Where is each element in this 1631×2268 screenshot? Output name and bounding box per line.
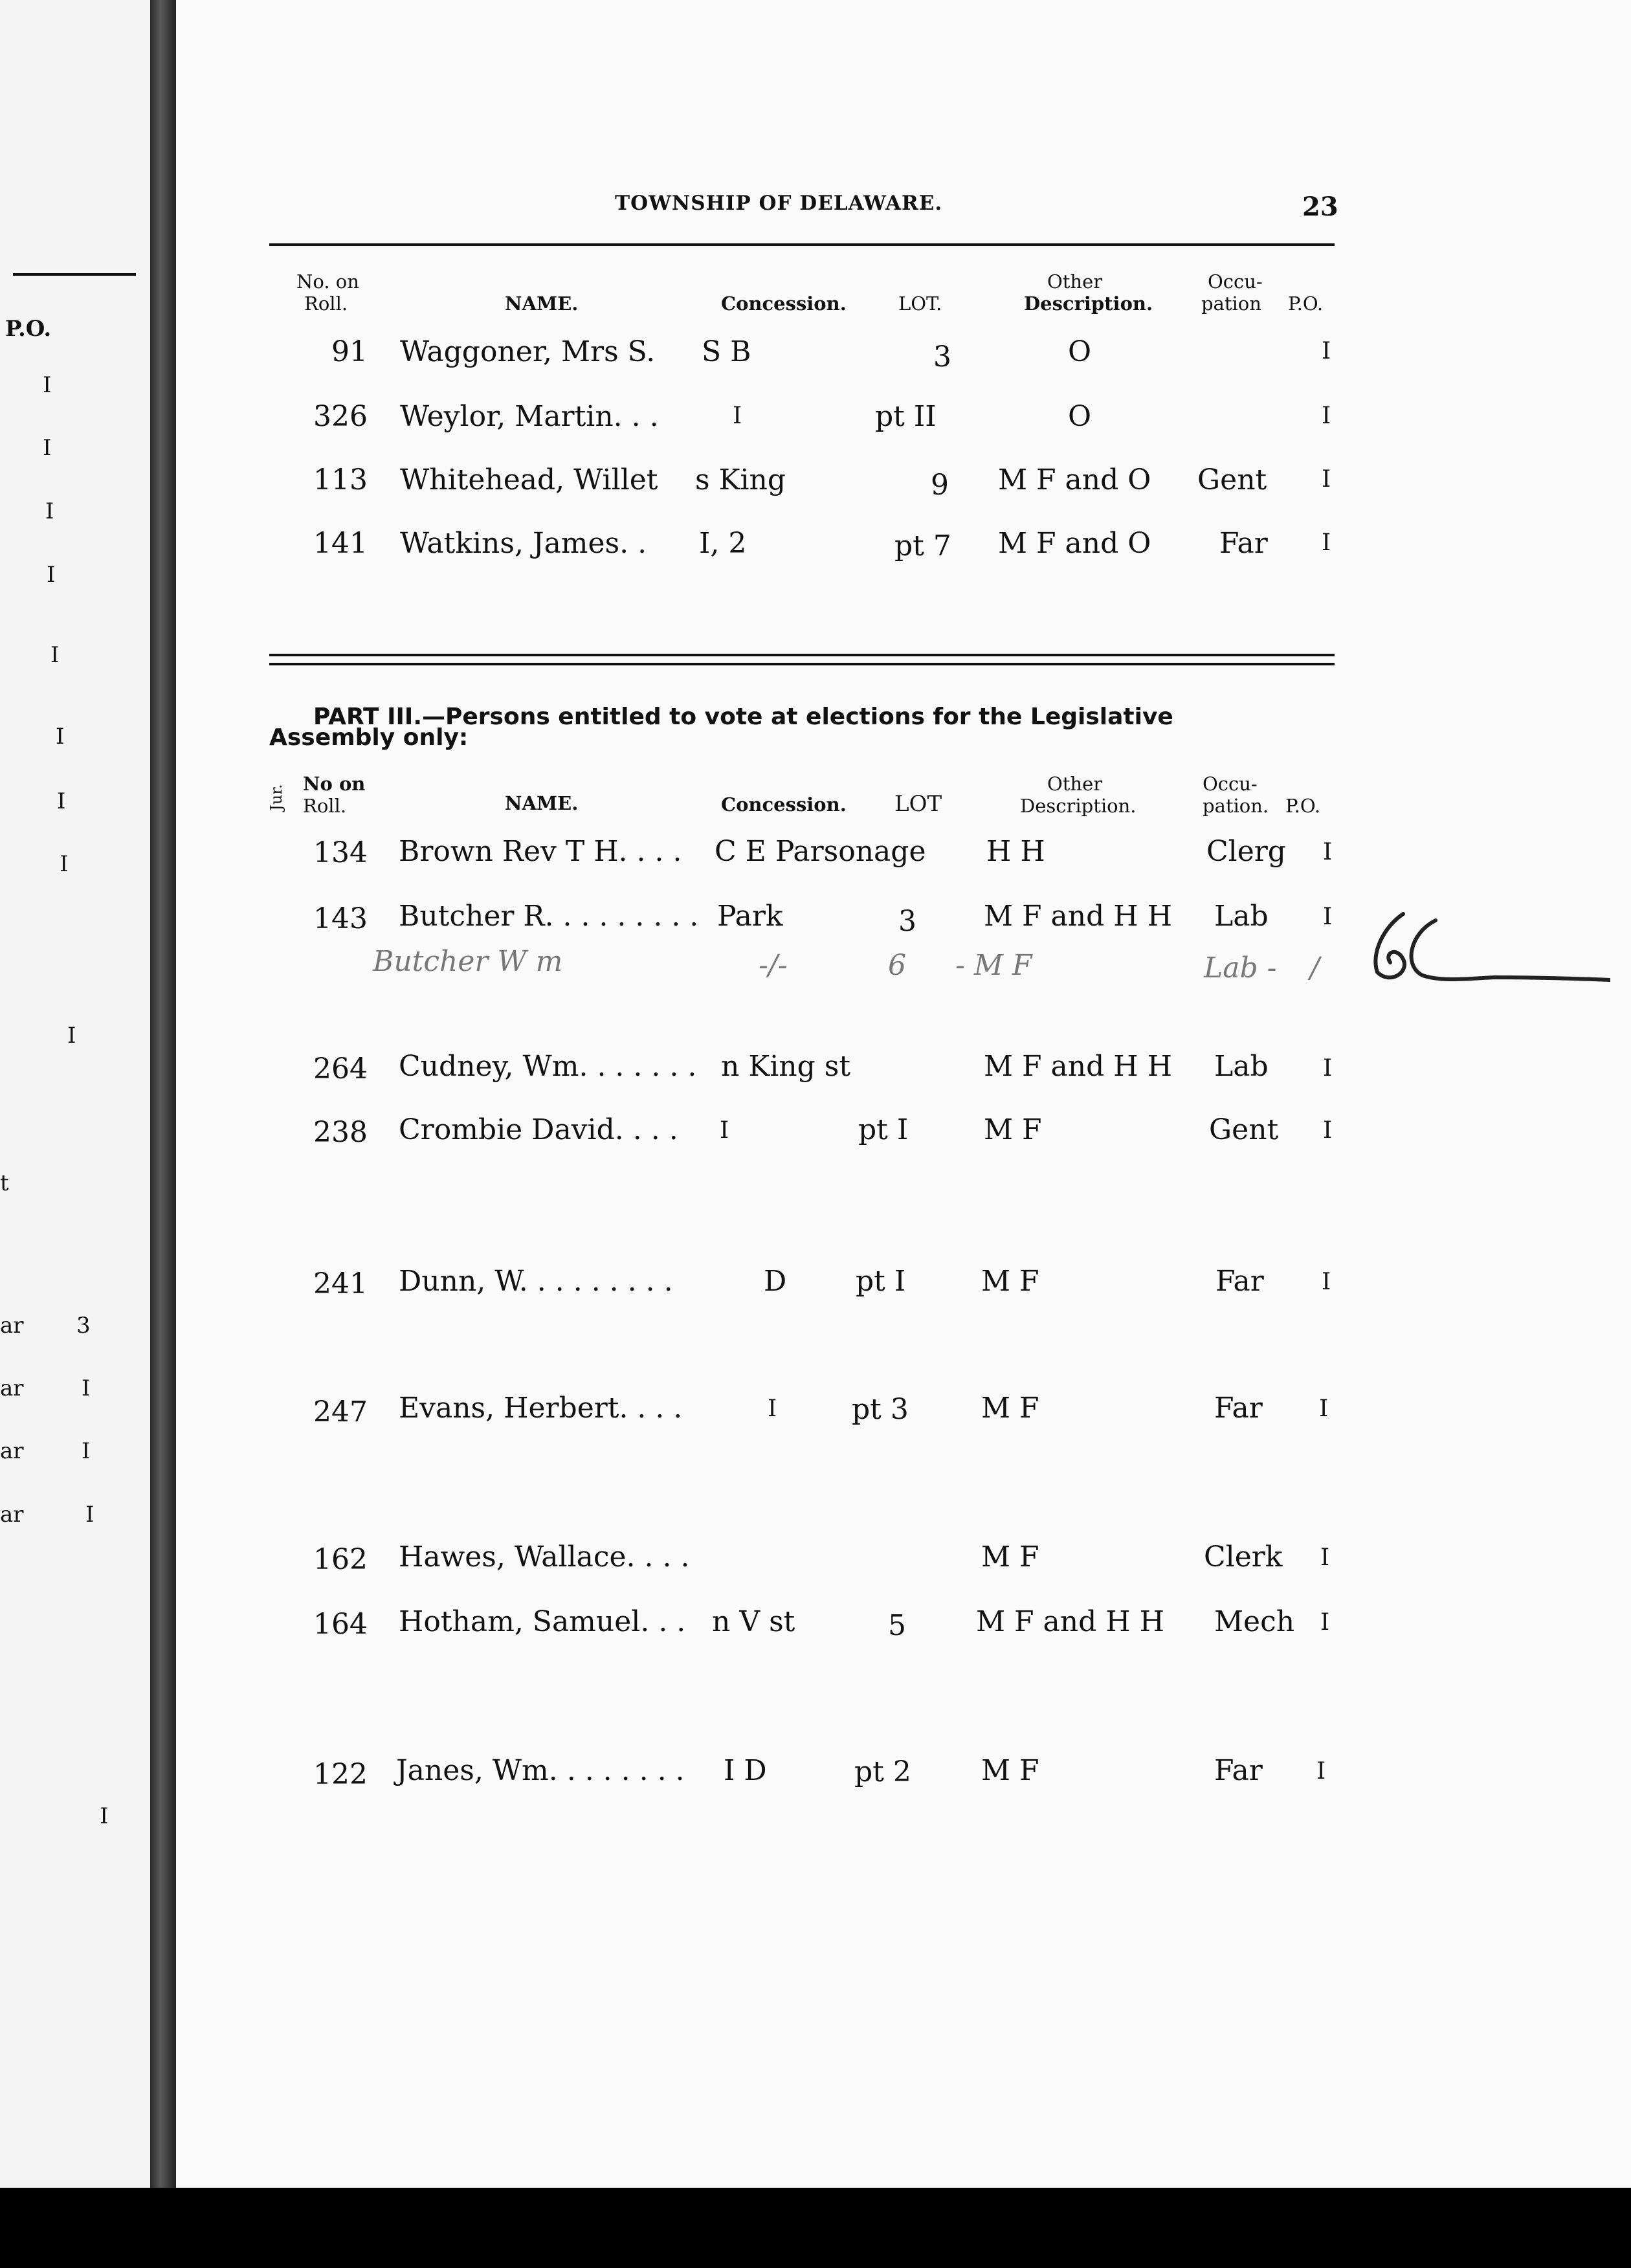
cell-name: Janes, Wm. . . . . . . . <box>396 1754 685 1787</box>
cell-no: 141 <box>313 527 368 560</box>
cell-occupation: Lab <box>1214 900 1269 933</box>
cell-po: I <box>1323 1117 1333 1144</box>
cell-lot: pt 7 <box>894 529 951 562</box>
part3-heading-line1: PART III.—Persons entitled to vote at elections for the Legislative <box>313 704 1173 730</box>
cell-other: O <box>1068 400 1092 433</box>
cell-name: Dunn, W. . . . . . . . . <box>399 1265 673 1298</box>
handwritten-occupation: Lab - <box>1204 951 1277 984</box>
cell-po: I <box>1322 338 1331 364</box>
left-po-value: I <box>57 788 66 814</box>
cell-name: Hotham, Samuel. . . <box>399 1605 686 1638</box>
left-po-value: I <box>47 562 56 588</box>
cell-concession: n King st <box>721 1050 851 1083</box>
page-number: 23 <box>1302 192 1338 222</box>
cell-other: M F and H H <box>984 1050 1173 1083</box>
cell-occupation: Gent <box>1197 463 1267 496</box>
left-ar-label: ar <box>0 1375 24 1401</box>
col-occupation-line1: Occu- <box>1203 773 1258 795</box>
cell-lot: pt II <box>875 400 937 433</box>
cell-name: Watkins, James. . <box>400 527 647 560</box>
col-no-on-roll-line1: No. on <box>296 271 359 293</box>
cell-other: M F <box>981 1754 1039 1787</box>
cell-lot: pt 2 <box>854 1755 911 1788</box>
col-no-on-roll-line1: No on <box>303 773 366 795</box>
cell-lot: pt 3 <box>852 1393 909 1426</box>
cell-no: 143 <box>313 902 368 935</box>
col-no-on-roll-line2: Roll. <box>304 293 348 315</box>
left-po-value: I <box>60 851 69 877</box>
cell-name: Whitehead, Willet <box>400 463 658 496</box>
cell-name: Crombie David. . . . <box>399 1113 678 1146</box>
scan-bottom-edge <box>0 2188 1631 2268</box>
cell-occupation: Clerk <box>1204 1540 1283 1573</box>
col-occupation-line2: pation. <box>1203 795 1269 817</box>
cell-po: I <box>1319 1395 1329 1422</box>
cell-occupation: Far <box>1214 1392 1263 1425</box>
cell-no: 326 <box>313 400 368 433</box>
left-ar-label: ar <box>0 1438 24 1464</box>
cell-other: M F and O <box>998 463 1151 496</box>
col-jur: Jur. <box>267 784 285 811</box>
left-ar-value: 3 <box>76 1313 91 1339</box>
cell-concession: C E Parsonage <box>715 835 926 868</box>
cell-po: I <box>1323 839 1333 865</box>
col-name: NAME. <box>505 293 579 315</box>
cell-concession: Park <box>717 900 783 933</box>
col-other-line1: Other <box>1047 773 1103 795</box>
handwritten-po: / <box>1310 951 1320 984</box>
cell-occupation: Clerg <box>1206 835 1286 868</box>
cell-concession: s King <box>695 463 786 496</box>
cell-no: 164 <box>313 1608 368 1641</box>
cell-lot: pt I <box>858 1113 909 1146</box>
cell-no: 122 <box>313 1758 368 1791</box>
cell-concession: I, 2 <box>699 527 747 560</box>
left-po-value: I <box>50 642 60 668</box>
cell-concession: I <box>733 403 742 429</box>
left-margin-rule <box>13 273 136 276</box>
cell-other: H H <box>986 835 1045 868</box>
cell-occupation: Lab <box>1214 1050 1269 1083</box>
header-rule <box>269 243 1335 246</box>
left-ar-value: I <box>82 1438 91 1464</box>
col-lot: LOT <box>894 791 942 817</box>
handwritten-initials-mark <box>1364 901 1610 998</box>
document-page <box>176 0 1631 2268</box>
cell-other: M F <box>981 1540 1039 1573</box>
left-ar-label: ar <box>0 1313 24 1339</box>
cell-name: Evans, Herbert. . . . <box>399 1392 683 1425</box>
cell-other: M F <box>981 1265 1039 1298</box>
col-other-line2: Description. <box>1024 293 1153 315</box>
left-ar-value: I <box>85 1502 94 1528</box>
cell-po: I <box>1323 1055 1333 1082</box>
cell-po: I <box>1322 403 1331 429</box>
cell-other: M F and H H <box>984 900 1173 933</box>
cell-name: Cudney, Wm. . . . . . . <box>399 1050 697 1083</box>
col-other-line2: Description. <box>1020 795 1137 817</box>
section-divider-bottom <box>269 663 1335 665</box>
left-po-value: I <box>100 1803 109 1829</box>
page-title: TOWNSHIP OF DELAWARE. <box>615 192 943 215</box>
left-fragment: t <box>0 1170 9 1196</box>
cell-lot: 9 <box>931 469 949 502</box>
cell-concession: D <box>764 1265 787 1298</box>
cell-other: M F <box>984 1113 1042 1146</box>
left-po-value: I <box>43 372 52 398</box>
cell-concession: I D <box>724 1754 767 1787</box>
cell-no: 113 <box>313 463 368 496</box>
cell-lot: 5 <box>888 1609 906 1642</box>
left-margin-strip <box>0 0 150 2268</box>
cell-name: Hawes, Wallace. . . . <box>399 1540 690 1573</box>
left-po-label: P.O. <box>5 316 52 342</box>
cell-name: Weylor, Martin. . . <box>400 400 659 433</box>
cell-name: Butcher R. . . . . . . . . <box>399 900 699 933</box>
cell-occupation: Mech <box>1214 1605 1295 1638</box>
cell-other: M F and O <box>998 527 1151 560</box>
cell-po: I <box>1322 1269 1331 1295</box>
handwritten-other: - M F <box>955 949 1032 982</box>
cell-po: I <box>1322 529 1331 556</box>
col-concession: Concession. <box>721 794 847 816</box>
col-occupation-line2: pation <box>1201 293 1261 315</box>
cell-no: 238 <box>313 1116 368 1149</box>
cell-po: I <box>1316 1758 1326 1784</box>
col-lot: LOT. <box>898 293 942 315</box>
handwritten-concession: -/- <box>759 949 788 982</box>
book-spine <box>150 0 176 2268</box>
section-divider-top <box>269 654 1335 656</box>
cell-other: M F <box>981 1392 1039 1425</box>
cell-no: 134 <box>313 836 368 869</box>
cell-lot: 3 <box>898 905 916 938</box>
cell-concession: n V st <box>712 1605 795 1638</box>
cell-po: I <box>1322 466 1331 493</box>
cell-po: I <box>1320 1609 1330 1636</box>
cell-po: I <box>1323 904 1333 930</box>
col-no-on-roll-line2: Roll. <box>303 795 347 817</box>
part3-heading-line2: Assembly only: <box>269 724 469 751</box>
cell-lot: pt I <box>856 1265 906 1298</box>
left-ar-label: ar <box>0 1502 24 1528</box>
col-po: P.O. <box>1285 795 1321 817</box>
left-po-value: I <box>45 498 54 524</box>
cell-no: 264 <box>313 1052 368 1085</box>
col-other-line1: Other <box>1047 271 1103 293</box>
cell-po: I <box>1320 1544 1330 1571</box>
cell-concession: S B <box>702 335 751 368</box>
handwritten-name: Butcher W m <box>373 945 563 978</box>
cell-other: M F and H H <box>976 1605 1165 1638</box>
cell-occupation: Far <box>1214 1754 1263 1787</box>
cell-name: Waggoner, Mrs S. <box>400 335 656 368</box>
cell-no: 91 <box>331 335 368 368</box>
col-name: NAME. <box>505 792 579 814</box>
cell-no: 162 <box>313 1543 368 1576</box>
cell-no: 241 <box>313 1267 368 1300</box>
left-po-value: I <box>56 724 65 750</box>
col-concession: Concession. <box>721 293 847 315</box>
col-po: P.O. <box>1288 293 1324 315</box>
left-po-value: I <box>43 435 52 461</box>
cell-occupation: Far <box>1215 1265 1264 1298</box>
cell-lot: 3 <box>933 340 951 373</box>
cell-concession: I <box>768 1395 777 1422</box>
cell-occupation: Gent <box>1209 1113 1279 1146</box>
handwritten-lot: 6 <box>888 949 906 982</box>
left-po-value: I <box>67 1023 76 1049</box>
cell-concession: I <box>720 1117 729 1144</box>
col-occupation-line1: Occu- <box>1208 271 1263 293</box>
cell-no: 247 <box>313 1395 368 1429</box>
cell-other: O <box>1068 335 1092 368</box>
cell-name: Brown Rev T H. . . . <box>399 835 682 868</box>
cell-occupation: Far <box>1219 527 1268 560</box>
left-ar-value: I <box>82 1375 91 1401</box>
